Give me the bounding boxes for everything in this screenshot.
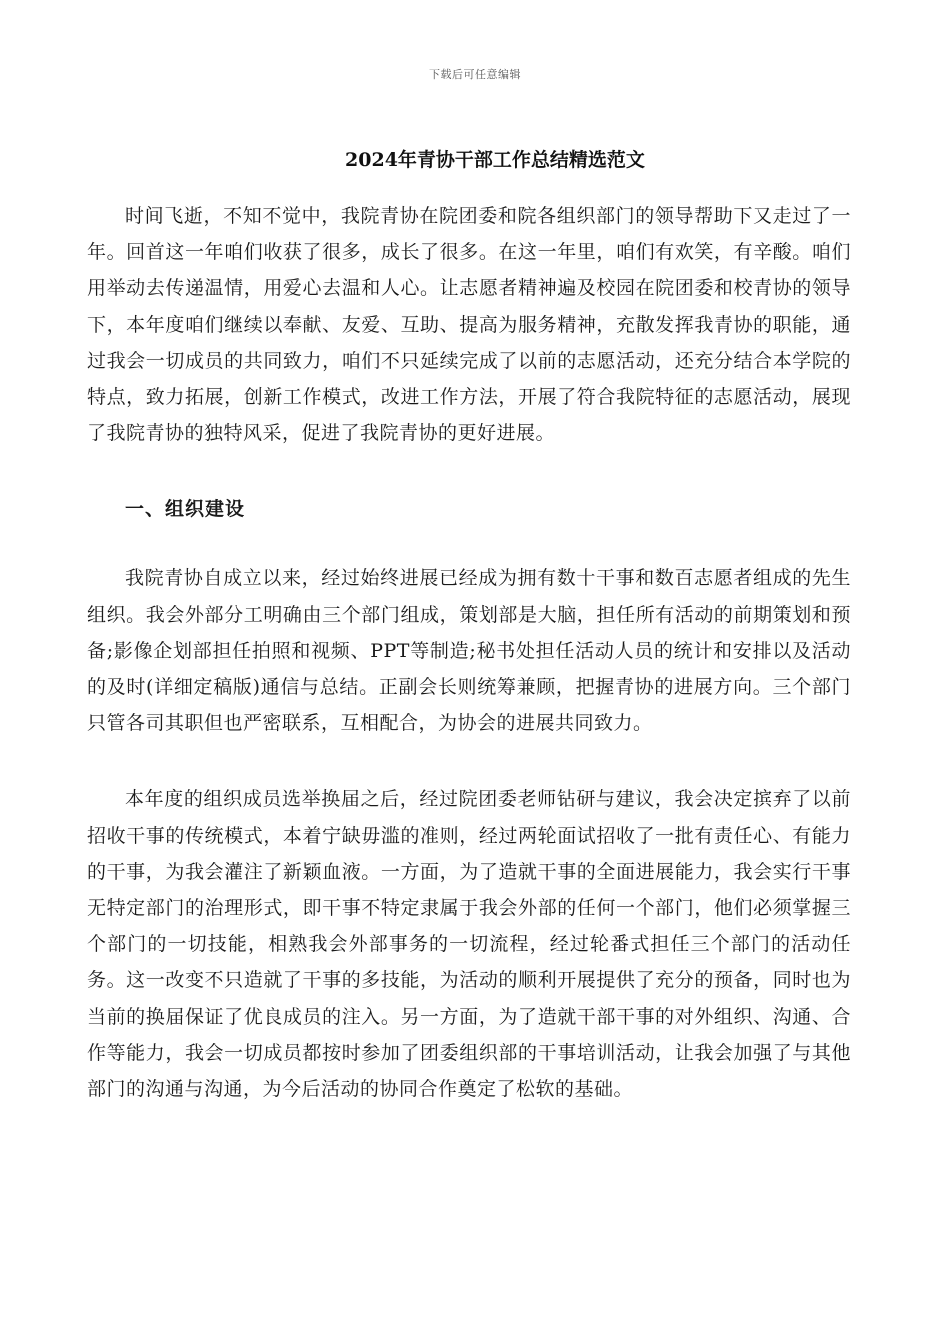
organization-paragraph-1: 我院青协自成立以来，经过始终进展已经成为拥有数十干事和数百志愿者组成的先生组织。我会外部分工明确由三个部门组成，策划部是大脑，担任所有活动的前期策划和预备;影像企划部担任拍照和视频、PPT等制造;秘书处担任活动人员的统计和安排以及活动的及时(详细定稿版)通信与总结。正副会长则统筹兼顾，把握青协的进展方向。三个部门只管各司其职但也严密联系，互相配合，为协会的进展共同致力。 xyxy=(87,567,851,735)
header-note: 下载后可任意编辑 xyxy=(429,68,521,81)
document-title: 2024年青协干部工作总结精选范文 xyxy=(345,149,645,171)
document-body xyxy=(87,198,851,1107)
organization-paragraph-2: 本年度的组织成员选举换届之后，经过院团委老师钻研与建议，我会决定摈弃了以前招收干事的传统模式，本着宁缺毋滥的准则，经过两轮面试招收了一批有责任心、有能力的干事，为我会灌注了新颖血液。一方面，为了造就干事的全面进展能力，我会实行干事无特定部门的治理形式，即干事不特定隶属于我会外部的任何一个部门，他们必须掌握三个部门的一切技能，相熟我会外部事务的一切流程，经过轮番式担任三个部门的活动任务。这一改变不只造就了干事的多技能，为活动的顺利开展提供了充分的预备，同时也为当前的换届保证了优良成员的注入。另一方面，为了造就干部干事的对外组织、沟通、合作等能力，我会一切成员都按时参加了团委组织部的干事培训活动，让我会加强了与其他部门的沟通与沟通，为今后活动的协同合作奠定了松软的基础。 xyxy=(87,788,851,1101)
section-heading-organization: 一、组织建设 xyxy=(125,498,246,521)
intro-paragraph: 时间飞逝，不知不觉中，我院青协在院团委和院各组织部门的领导帮助下又走过了一年。回首这一年咱们收获了很多，成长了很多。在这一年里，咱们有欢笑，有辛酸。咱们用举动去传递温情，用爱心去温和人心。让志愿者精神遍及校园在院团委和校青协的领导下，本年度咱们继续以奉献、友爱、互助、提高为服务精神，充散发挥我青协的职能，通过我会一切成员的共同致力，咱们不只延续完成了以前的志愿活动，还充分结合本学院的特点，致力拓展，创新工作模式，改进工作方法，开展了符合我院特征的志愿活动，展现了我院青协的独特风采，促进了我院青协的更好进展。 xyxy=(87,205,851,445)
